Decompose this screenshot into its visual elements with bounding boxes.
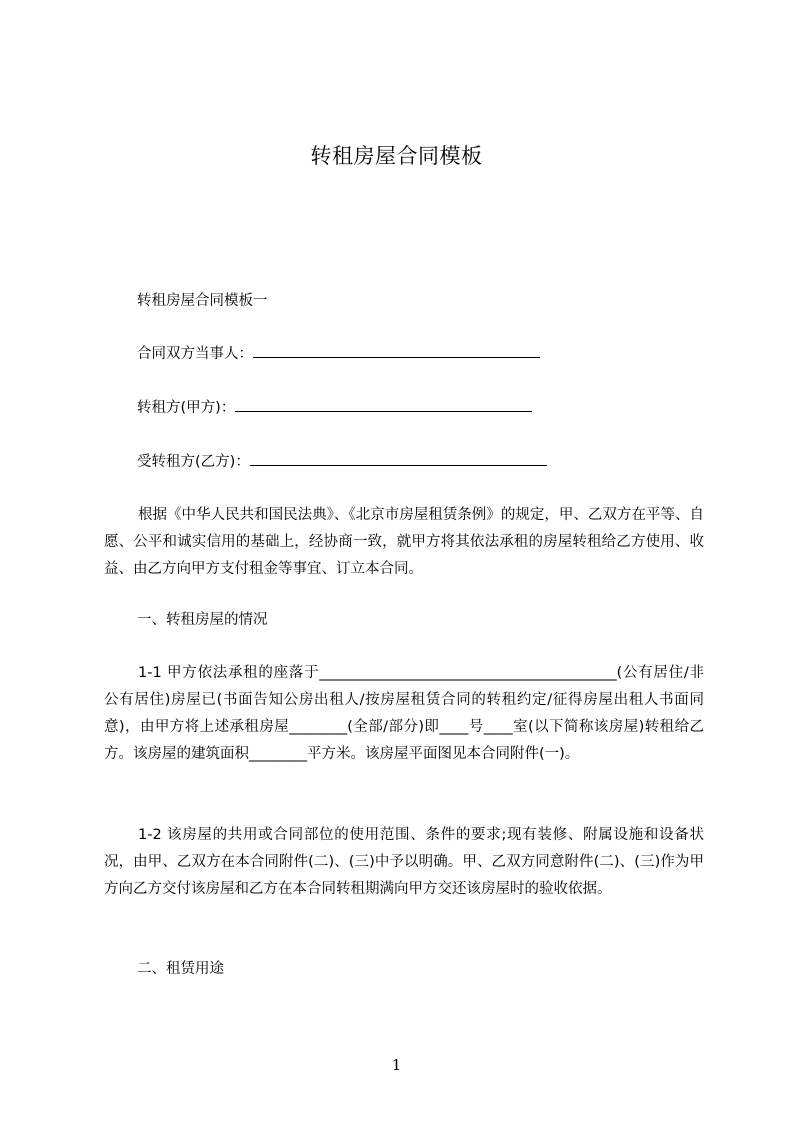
lessor-label: 转租方(甲方)： [137, 400, 236, 416]
both-parties-line [137, 343, 540, 365]
both-parties-blank [253, 343, 540, 358]
document-title: 转租房屋合同模板 [310, 144, 483, 168]
intro-paragraph: 根据《中华人民共和国民法典》、《北京市房屋租赁条例》的规定，甲、乙双方在平等、自愿、公平和诚实信用的基础上，经协商一致，就甲方将其依法承租的房屋转租给乙方使用、收益、由乙方向甲方支付租金等事宜、订立本合同。 [104, 507, 704, 577]
contract-subtitle: 转租房屋合同模板一 [137, 293, 268, 309]
clause-1-2: 1-2 该房屋的共用或合同部位的使用范围、条件的要求;现有装修、附属设施和设备状况，由甲、乙双方在本合同附件(二)、(三)中予以明确。甲、乙双方同意附件(二)、(三)作为甲方向乙方交付该房屋和乙方在本合同转租期满向甲方交还该房屋时的验收依据。 [104, 827, 704, 897]
section-1-heading: 一、转租房屋的情况 [137, 612, 268, 628]
lessee-blank [250, 451, 547, 466]
lessee-label: 受转租方(乙方)： [137, 454, 250, 470]
lessor-line [137, 397, 532, 419]
both-parties-label: 合同双方当事人： [137, 346, 253, 362]
clause-1-1: 1-1 甲方依法承租的座落于_________________________________________(公有居住/非公有居住)房屋已(书面告知公房出租人/按房屋租赁合同的转租约定/征得房屋出租人书面同意)，由甲方将上述承租房屋________(全部/部分)即____号____室(以下简称该房屋)转租给乙方。该房屋的建筑面积________平方米。该房屋平面图见本合同附件(一)。 [104, 665, 704, 762]
section-2-heading: 二、租赁用途 [137, 961, 224, 977]
page-number: 1 [391, 1056, 402, 1074]
lessor-blank [235, 397, 532, 412]
lessee-line [137, 451, 547, 473]
